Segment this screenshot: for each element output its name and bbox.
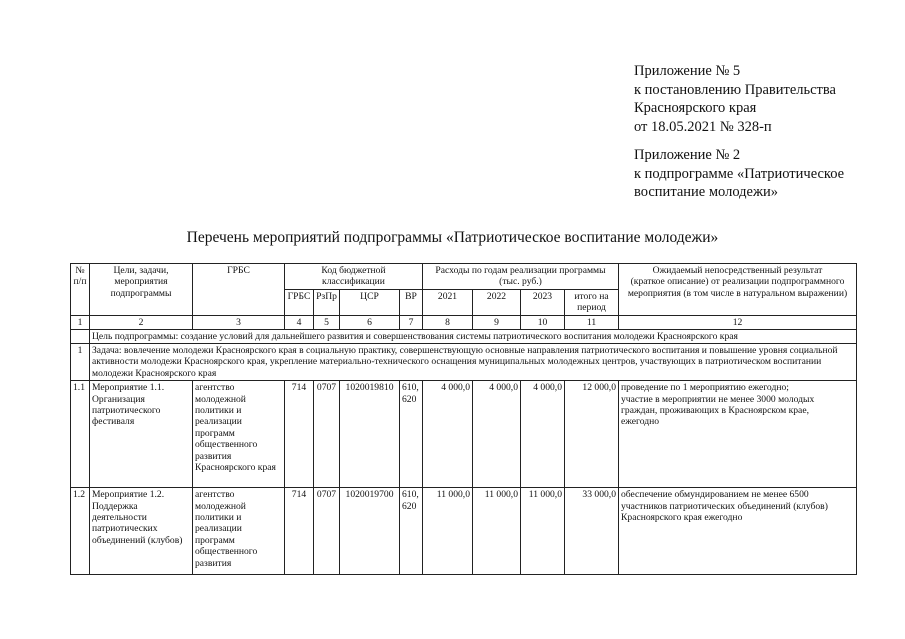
table-row <box>71 488 857 575</box>
column-numbers-row <box>71 315 857 329</box>
column-number: 3 <box>193 315 285 329</box>
appendix-sub <box>634 146 844 202</box>
row-vr: 610, 620 <box>400 381 423 488</box>
subheader-rzpr: РзПр <box>314 289 340 315</box>
row-total: 12 000,0 <box>565 381 619 488</box>
subheader-2022: 2022 <box>473 289 521 315</box>
task-num: 1 <box>71 344 90 381</box>
row-grbs-code: 714 <box>285 381 314 488</box>
row-2023: 11 000,0 <box>521 488 565 575</box>
row-grbs-name: агентство молодежной политики и реализации программ общественного развития <box>193 488 285 575</box>
row-measure-name: Мероприятие 1.1. Организация патриотического фестиваля <box>90 381 193 488</box>
header-expenses: Расходы по годам реализации программы (тыс. руб.) <box>423 264 619 290</box>
table-header-row <box>71 264 857 290</box>
goal-row <box>71 329 857 343</box>
appendix-main-line: Красноярского края <box>634 100 757 116</box>
column-number: 10 <box>521 315 565 329</box>
row-grbs-name: агентство молодежной политики и реализации программ общественного развития Красноярского края <box>193 381 285 488</box>
task-text: Задача: вовлечение молодежи Красноярского края в социальную практику, совершенствующую основные направления патриотического воспитания и повышение уровня социальной активности молодежи Красноярского края, укрепление материально-технического оснащения муниципальных молодежных центров, участвующих в патриотическом воспитании молодежи Красноярского края <box>90 344 857 381</box>
row-vr: 610, 620 <box>400 488 423 575</box>
subheader-2023: 2023 <box>521 289 565 315</box>
row-2022: 11 000,0 <box>473 488 521 575</box>
task-row <box>71 344 857 381</box>
appendix-sub-line: Приложение № 2 <box>634 147 741 163</box>
header-grbs: ГРБС <box>193 264 285 316</box>
header-budget-code: Код бюджетной классификации <box>285 264 423 290</box>
row-csr: 1020019700 <box>340 488 400 575</box>
row-2021: 4 000,0 <box>423 381 473 488</box>
column-number: 5 <box>314 315 340 329</box>
document-title: Перечень мероприятий подпрограммы «Патриотическое воспитание молодежи» <box>186 229 719 246</box>
row-result: проведение по 1 мероприятию ежегодно; участие в мероприятии не менее 3000 молодых граждан, проживающих в Красноярском крае, ежегодно <box>619 381 857 488</box>
column-number: 9 <box>473 315 521 329</box>
subheader-grbs: ГРБС <box>285 289 314 315</box>
row-measure-name: Мероприятие 1.2. Поддержка деятельности патриотических объединений (клубов) <box>90 488 193 575</box>
appendix-sub-line: воспитание молодежи» <box>634 184 778 200</box>
row-num: 1.2 <box>71 488 90 575</box>
column-number: 2 <box>90 315 193 329</box>
row-result: обеспечение обмундированием не менее 6500 участников патриотических объединений (клубов) Красноярского края ежегодно <box>619 488 857 575</box>
subheader-total: итого на период <box>565 289 619 315</box>
row-grbs-code: 714 <box>285 488 314 575</box>
row-2023: 4 000,0 <box>521 381 565 488</box>
column-number: 8 <box>423 315 473 329</box>
row-csr: 1020019810 <box>340 381 400 488</box>
column-number: 4 <box>285 315 314 329</box>
header-num: № п/п <box>71 264 90 316</box>
column-number: 11 <box>565 315 619 329</box>
row-rzpr: 0707 <box>314 381 340 488</box>
goal-text: Цель подпрограммы: создание условий для дальнейшего развития и совершенствования системы патриотического воспитания молодежи Красноярского края <box>90 329 857 343</box>
column-number: 12 <box>619 315 857 329</box>
subheader-2021: 2021 <box>423 289 473 315</box>
measures-table <box>70 263 857 575</box>
column-number: 1 <box>71 315 90 329</box>
appendix-main-line: от 18.05.2021 № 328-п <box>634 118 772 135</box>
row-2022: 4 000,0 <box>473 381 521 488</box>
row-num: 1.1 <box>71 381 90 488</box>
column-number: 6 <box>340 315 400 329</box>
row-total: 33 000,0 <box>565 488 619 575</box>
subheader-csr: ЦСР <box>340 289 400 315</box>
appendix-main-line: к постановлению Правительства <box>634 81 836 98</box>
row-2021: 11 000,0 <box>423 488 473 575</box>
subheader-vr: ВР <box>400 289 423 315</box>
row-rzpr: 0707 <box>314 488 340 575</box>
header-result: Ожидаемый непосредственный результат (краткое описание) от реализации подпрограммного мероприятия (в том числе в натуральном выражении) <box>619 264 857 316</box>
table-row <box>71 381 857 488</box>
header-goals: Цели, задачи, мероприятия подпрограммы <box>90 264 193 316</box>
appendix-main <box>634 62 836 136</box>
appendix-sub-line: к подпрограмме «Патриотическое <box>634 165 845 182</box>
column-number: 7 <box>400 315 423 329</box>
appendix-main-line: Приложение № 5 <box>634 63 741 79</box>
